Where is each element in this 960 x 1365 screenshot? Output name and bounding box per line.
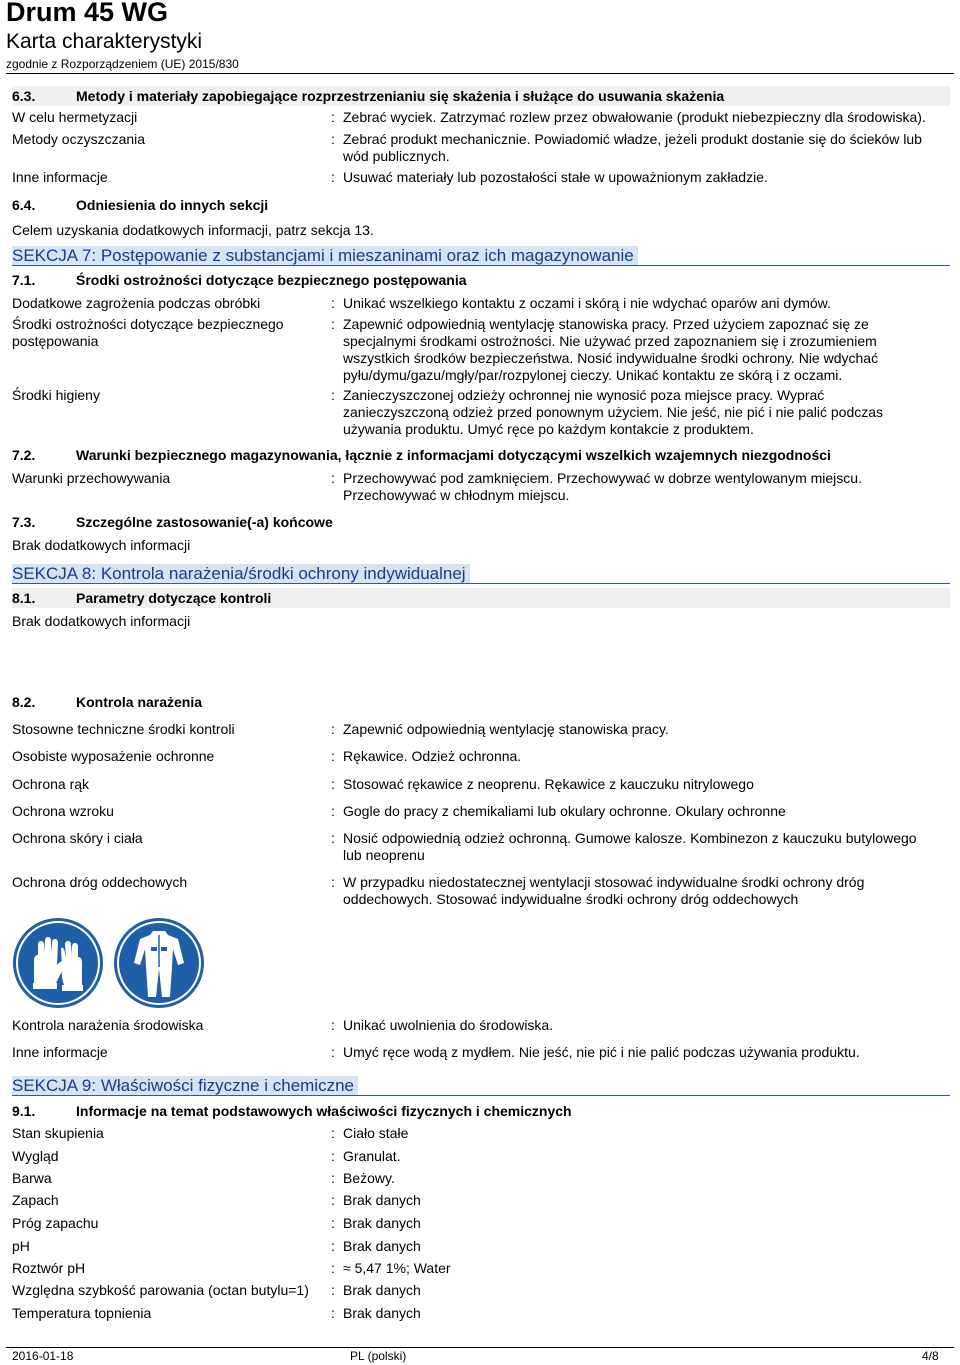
row-label: Warunki przechowywania	[12, 470, 171, 486]
subsection-title: Warunki bezpiecznego magazynowania, łącznie z informacjami dotyczącymi wszelkich wzajemnych niezgodności	[76, 447, 831, 463]
row-value: Brak danych	[343, 1282, 421, 1298]
colon-separator: :	[331, 470, 335, 486]
subsection-title: Parametry dotyczące kontroli	[76, 590, 272, 606]
row-value: Brak danych	[343, 1215, 421, 1231]
colon-separator: :	[331, 776, 335, 792]
colon-separator: :	[331, 1125, 335, 1141]
row-value: W przypadku niedostatecznej wentylacji stosować indywidualne środki ochrony dróg oddechowych. Stosować indywidualne środki ochrony dróg oddechowych	[343, 874, 865, 907]
subsection-number: 6.4.	[12, 197, 36, 213]
row-value: Unikać uwolnienia do środowiska.	[343, 1017, 554, 1033]
row-value: Brak danych	[343, 1305, 421, 1321]
document-subtitle: Karta charakterystyki	[6, 30, 203, 53]
section-title: SEKCJA 7: Postępowanie z substancjami i mieszaninami oraz ich magazynowanie	[12, 246, 638, 265]
row-value: ≈ 5,47 1%; Water	[343, 1260, 451, 1276]
row-value: Nosić odpowiednią odzież ochronną. Gumowe kalosze. Kombinezon z kauczuku butylowego lub neoprenu	[343, 830, 917, 863]
header-divider	[6, 73, 954, 74]
regulation-note: zgodnie z Rozporządzeniem (UE) 2015/830	[6, 57, 239, 71]
subsection-number: 8.2.	[12, 694, 36, 710]
row-label: Osobiste wyposażenie ochronne	[12, 748, 215, 764]
row-label: Inne informacje	[12, 1044, 108, 1060]
row-value: Beżowy.	[343, 1170, 395, 1186]
row-value: Przechowywać pod zamknięciem. Przechowywać w dobrze wentylowanym miejscu. Przechowywać w chłodnym miejscu.	[343, 470, 862, 503]
subsection-title: Szczególne zastosowanie(-a) końcowe	[76, 514, 333, 530]
row-label: Temperatura topnienia	[12, 1305, 152, 1321]
row-value: Brak danych	[343, 1238, 421, 1254]
row-label: Ochrona dróg oddechowych	[12, 874, 188, 890]
colon-separator: :	[331, 131, 335, 147]
row-value: Zebrać produkt mechanicznie. Powiadomić władze, jeżeli produkt dostanie się do ścieków lub wód publicznych.	[343, 131, 922, 164]
section-title: SEKCJA 9: Właściwości fizyczne i chemiczne	[12, 1076, 358, 1095]
colon-separator: :	[331, 1238, 335, 1254]
colon-separator: :	[331, 1148, 335, 1164]
colon-separator: :	[331, 1282, 335, 1298]
subsection-number: 7.1.	[12, 272, 36, 288]
row-label: W celu hermetyzacji	[12, 109, 138, 125]
subsection-6-3-heading	[12, 86, 950, 106]
row-label: Metody oczyszczania	[12, 131, 146, 147]
subsection-title: Odniesienia do innych sekcji	[76, 197, 269, 213]
row-value: Zapewnić odpowiednią wentylację stanowiska pracy.	[343, 721, 669, 737]
row-label: Kontrola narażenia środowiska	[12, 1017, 204, 1033]
row-label: Stosowne techniczne środki kontroli	[12, 721, 235, 737]
subsection-title: Metody i materiały zapobiegające rozprzestrzenianiu się skażenia i służące do usuwania skażenia	[76, 88, 725, 104]
row-value: Zebrać wyciek. Zatrzymać rozlew przez obwałowanie (produkt niebezpieczny dla środowiska).	[343, 109, 926, 125]
row-value: Granulat.	[343, 1148, 401, 1164]
colon-separator: :	[331, 387, 335, 403]
row-value: Unikać wszelkiego kontaktu z oczami i skórą i nie wdychać oparów ani dymów.	[343, 295, 831, 311]
row-value: Zapewnić odpowiednią wentylację stanowiska pracy. Przed użyciem zapoznać się ze specjalnymi środkami ostrożności. Nie używać przed zapoznaniem się i zrozumieniem wszystkich środków bezpieczeństwa. Nosić indywidualne środki ochrony. Nie wdychać pyłu/dymu/gazu/mgły/par/rozpylonej cieczy. Unikać kontaktu ze skórą i z oczami.	[343, 316, 879, 383]
colon-separator: :	[331, 295, 335, 311]
subsection-title: Kontrola narażenia	[76, 694, 203, 710]
colon-separator: :	[331, 1260, 335, 1276]
row-label: Ochrona skóry i ciała	[12, 830, 143, 846]
colon-separator: :	[331, 721, 335, 737]
subsection-number: 8.1.	[12, 590, 36, 606]
row-label: Zapach	[12, 1192, 59, 1208]
subsection-7-2-heading	[12, 447, 831, 464]
subsection-number: 7.2.	[12, 447, 36, 463]
subsection-title: Informacje na temat podstawowych właściwości fizycznych i chemicznych	[76, 1103, 572, 1119]
colon-separator: :	[331, 1017, 335, 1033]
subsection-7-3-heading	[12, 514, 333, 531]
row-value: Stosować rękawice z neoprenu. Rękawice z kauczuku nitrylowego	[343, 776, 754, 792]
colon-separator: :	[331, 316, 335, 332]
row-value: Ciało stałe	[343, 1125, 409, 1141]
subsection-7-1-heading	[12, 272, 467, 289]
row-label: Środki ostrożności dotyczące bezpiecznego postępowania	[12, 316, 284, 349]
row-label: Względna szybkość parowania (octan butylu=1)	[12, 1282, 309, 1298]
footer-divider	[6, 1347, 954, 1348]
colon-separator: :	[331, 109, 335, 125]
colon-separator: :	[331, 1044, 335, 1060]
row-label: Barwa	[12, 1170, 52, 1186]
subsection-8-1-heading	[12, 588, 950, 608]
colon-separator: :	[331, 803, 335, 819]
section-title: SEKCJA 8: Kontrola narażenia/środki ochrony indywidualnej	[12, 564, 470, 583]
subsection-8-2-heading	[12, 694, 203, 711]
subsection-number: 7.3.	[12, 514, 36, 530]
section-text: Brak dodatkowych informacji	[12, 613, 191, 629]
row-label: Stan skupienia	[12, 1125, 104, 1141]
row-label: Próg zapachu	[12, 1215, 99, 1231]
row-label: Środki higieny	[12, 387, 100, 403]
section-8-heading	[12, 564, 950, 584]
colon-separator: :	[331, 1170, 335, 1186]
row-label: Wygląd	[12, 1148, 59, 1164]
section-7-heading	[12, 246, 950, 266]
colon-separator: :	[331, 1192, 335, 1208]
colon-separator: :	[331, 748, 335, 764]
row-value: Gogle do pracy z chemikaliami lub okulary ochronne. Okulary ochronne	[343, 803, 786, 819]
subsection-6-4-heading	[12, 197, 269, 214]
row-value: Usuwać materiały lub pozostałości stałe w upoważnionym zakładzie.	[343, 169, 768, 185]
row-value: Umyć ręce wodą z mydłem. Nie jeść, nie pić i nie palić podczas używania produktu.	[343, 1044, 860, 1060]
row-value: Rękawice. Odzież ochronna.	[343, 748, 522, 764]
ppe-pictograms	[12, 917, 212, 1012]
footer-date: 2016-01-18	[12, 1349, 74, 1363]
subsection-number: 6.3.	[12, 88, 36, 104]
row-label: Ochrona wzroku	[12, 803, 114, 819]
protective-clothing-pictogram-icon	[114, 918, 204, 1008]
subsection-number: 9.1.	[12, 1103, 36, 1119]
ppe-pictograms-svg	[12, 917, 212, 1009]
row-label: Roztwór pH	[12, 1260, 86, 1276]
row-label: Inne informacje	[12, 169, 108, 185]
section-text: Celem uzyskania dodatkowych informacji, patrz sekcja 13.	[12, 222, 374, 238]
row-value: Brak danych	[343, 1192, 421, 1208]
colon-separator: :	[331, 1305, 335, 1321]
row-label: Ochrona rąk	[12, 776, 90, 792]
subsection-9-1-heading	[12, 1103, 572, 1120]
colon-separator: :	[331, 874, 335, 890]
gloves-pictogram-icon	[13, 918, 103, 1008]
colon-separator: :	[331, 1215, 335, 1231]
footer-page-number: 4/8	[922, 1349, 939, 1363]
row-value: Zanieczyszczonej odzieży ochronnej nie wynosić poza miejsce pracy. Wyprać zanieczyszczoną odzież przed ponownym użyciem. Nie jeść, nie pić i nie palić podczas używania produktu. Umyć ręce po każdym kontakcie z produktem.	[343, 387, 884, 437]
subsection-title: Środki ostrożności dotyczące bezpiecznego postępowania	[76, 272, 467, 288]
colon-separator: :	[331, 830, 335, 846]
row-label: Dodatkowe zagrożenia podczas obróbki	[12, 295, 261, 311]
footer-language: PL (polski)	[350, 1349, 407, 1363]
document-title: Drum 45 WG	[6, 0, 169, 27]
section-9-heading	[12, 1076, 950, 1096]
colon-separator: :	[331, 169, 335, 185]
row-label: pH	[12, 1238, 30, 1254]
section-text: Brak dodatkowych informacji	[12, 537, 191, 553]
